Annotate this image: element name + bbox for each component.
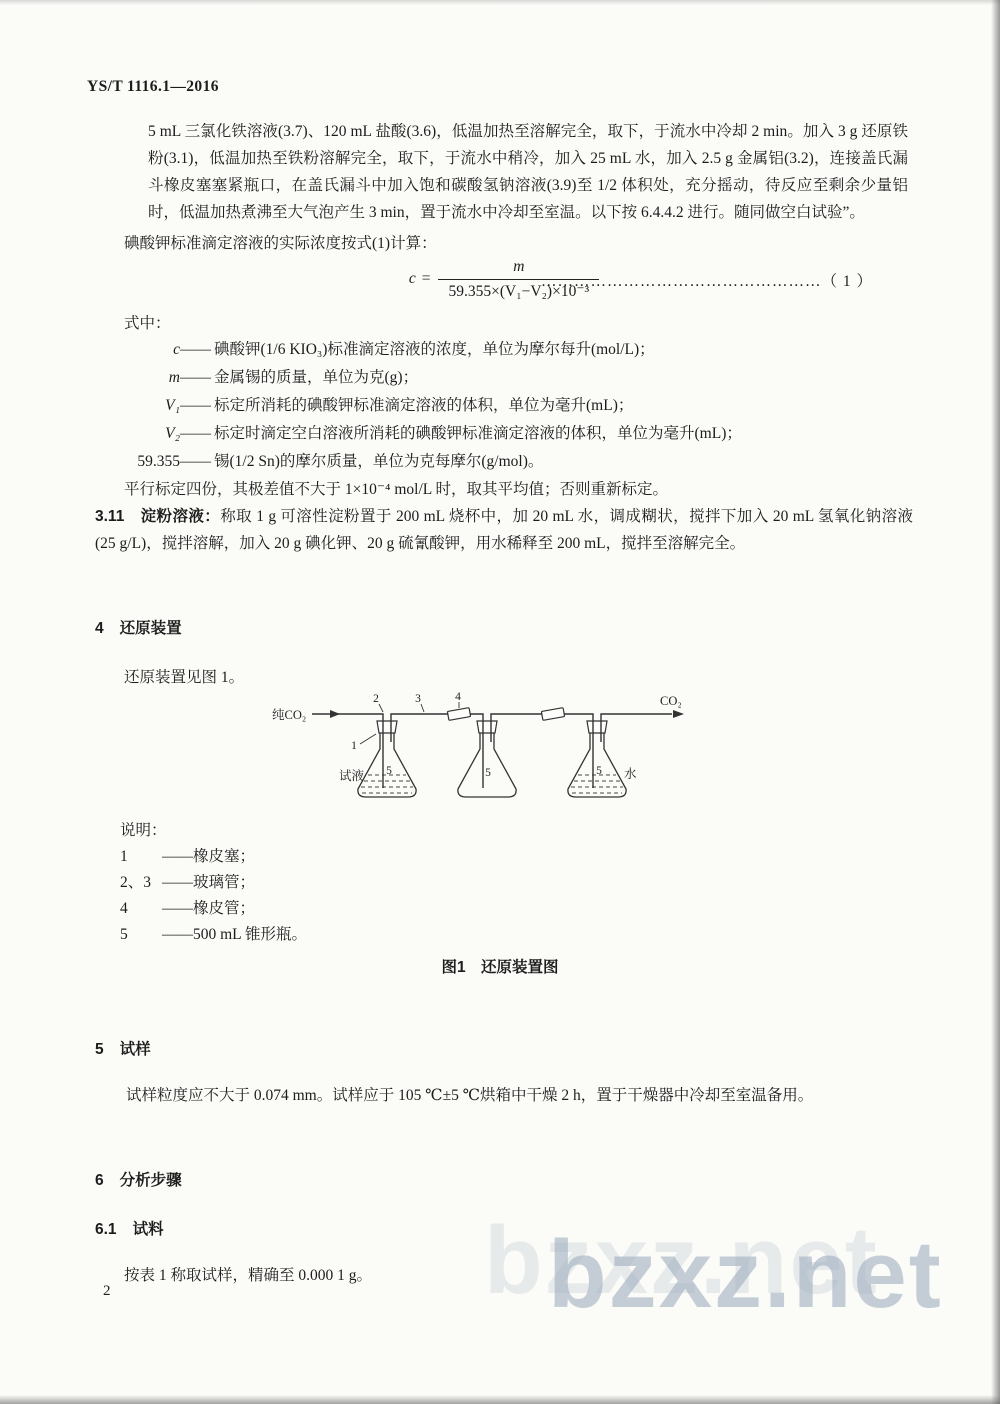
symbol: V₁ <box>165 397 180 414</box>
figure-legend <box>120 818 307 948</box>
flask-number-left: 5 <box>386 765 392 777</box>
legend-key: 5 <box>120 926 128 943</box>
callout-3: 3 <box>415 693 421 705</box>
callout-tick <box>360 734 376 744</box>
formula-equals: = <box>421 270 431 287</box>
legend-item <box>120 922 307 948</box>
definition-row <box>95 448 913 476</box>
sample-liquid <box>361 775 413 793</box>
rubber-stopper-right <box>587 721 607 733</box>
where-label: 式中： <box>124 315 171 332</box>
section-6-heading <box>95 1168 182 1190</box>
definition-text: 碘酸钾(1/6 KIO₃)标准滴定溶液的浓度，单位为摩尔每升(mol/L)； <box>214 341 655 358</box>
water-liquid <box>571 775 623 793</box>
section-title: 试样 <box>119 1041 151 1058</box>
formula-denominator: 59.355×(V₁−V₂)×10⁻³ <box>448 282 590 300</box>
dash: —— <box>180 397 211 414</box>
formula-intro: 碘酸钾标准滴定溶液的实际浓度按式(1)计算： <box>124 235 437 252</box>
scan-edge-right <box>991 0 1000 1404</box>
conical-flask-middle <box>458 730 516 797</box>
legend-key: 4 <box>120 900 128 917</box>
flask-number-right: 5 <box>596 765 602 777</box>
scan-edge-top <box>0 0 1000 5</box>
dash: —— <box>180 341 211 358</box>
symbol: m <box>168 369 180 386</box>
callout-2: 2 <box>373 693 379 705</box>
sample-label: 试液 <box>338 769 364 783</box>
doc-number: YS/T 1116.1—2016 <box>87 78 219 95</box>
formula-numerator: m <box>438 257 599 279</box>
definition-text: 锡(1/2 Sn)的摩尔质量，单位为克每摩尔(g/mol)。 <box>214 453 544 470</box>
legend-desc: ——玻璃管； <box>162 874 256 891</box>
definition-text: 标定时滴定空白溶液所消耗的碘酸钾标准滴定溶液的体积，单位为毫升(mL)； <box>214 425 742 442</box>
paragraph-continuation: 5 mL 三氯化铁溶液(3.7)、120 mL 盐酸(3.6)，低温加热至溶解完全，取下，于流水中冷却 2 min。加入 3 g 还原铁粉(3.1)，低温加热至铁粉溶解完全，取下，于流水中稍冷，加入 25 mL 水，加入 2.5 g 金属铝(3.2)，连接盖氏漏斗橡皮塞塞紧瓶口，在盖氏漏斗中加入饱和碳酸氢钠溶液(3.9)至 1/2 体积处，充分摇动，待反应至剩余少量铝时，低温加热煮沸至大气泡产生 3 min，置于流水中冷却至室温。以下按 6.4.4.2 进行。随同做空白试验”。 <box>148 123 908 221</box>
legend-title: 说明： <box>120 822 167 839</box>
dash: —— <box>180 453 211 470</box>
legend-item <box>120 870 307 896</box>
legend-key: 2、3 <box>120 874 152 891</box>
formula-lhs: c <box>408 270 416 287</box>
definition-row <box>95 336 913 364</box>
rubber-stopper-middle <box>477 721 497 733</box>
callout-tick <box>379 704 383 712</box>
legend-desc: ——橡皮管； <box>162 900 256 917</box>
section-title: 还原装置 <box>119 620 182 637</box>
definitions-list <box>95 336 913 476</box>
legend-desc: ——500 mL 锥形瓶。 <box>162 926 307 943</box>
rubber-stopper-left <box>377 721 397 733</box>
clause-3-11 <box>95 503 913 557</box>
legend-desc: ——橡皮塞； <box>162 848 256 865</box>
section-4-heading <box>95 616 182 638</box>
section-6-1-heading <box>95 1217 164 1239</box>
figure-1-apparatus <box>272 692 712 852</box>
gas-tube-2-3 <box>491 714 593 788</box>
section-number: 6.1 <box>95 1221 117 1238</box>
section-number: 6 <box>95 1172 104 1189</box>
callout-4: 4 <box>455 692 461 703</box>
symbol: 59.355 <box>137 453 180 470</box>
definition-row <box>95 392 913 420</box>
outlet-gas-label: CO₂ <box>660 694 682 708</box>
reduction-apparatus-diagram-icon <box>272 692 702 842</box>
formula-reference-number: ……………………………………………（ 1 ） <box>540 273 873 290</box>
paragraph-section-6-1: 按表 1 称取试样，精确至 0.000 1 g。 <box>124 1267 373 1284</box>
section-number: 5 <box>95 1041 104 1058</box>
dash: —— <box>180 425 211 442</box>
dash: —— <box>180 369 211 386</box>
section-5-heading <box>95 1037 151 1059</box>
inlet-gas-label: 纯CO₂ <box>272 708 307 722</box>
legend-item <box>120 896 307 922</box>
definition-text: 标定所消耗的碘酸钾标准滴定溶液的体积，单位为毫升(mL)； <box>214 397 634 414</box>
legend-key: 1 <box>120 848 128 865</box>
page-number: 2 <box>103 1283 111 1299</box>
paragraph-parallel-note: 平行标定四份，其极差值不大于 1×10⁻⁴ mol/L 时，取其平均值；否则重新标定。 <box>124 481 669 498</box>
water-label: 水 <box>624 767 637 781</box>
definition-text: 金属锡的质量，单位为克(g)； <box>214 369 419 386</box>
callout-1: 1 <box>351 740 357 752</box>
callout-tick <box>421 704 424 712</box>
section-number: 4 <box>95 620 104 637</box>
clause-3-11-text: 称取 1 g 可溶性淀粉置于 200 mL 烧杯中，加 20 mL 水，调成糊状，搅拌下加入 20 mL 氢氧化钠溶液(25 g/L)，搅拌溶解，加入 20 g 碘化钾、20 g 硫氰酸钾，用水稀释至 200 mL，搅拌至溶解完全。 <box>95 508 913 552</box>
scan-edge-bottom <box>0 1395 1000 1404</box>
symbol: c <box>173 341 180 358</box>
inlet-arrow-icon <box>330 710 340 718</box>
rubber-coupling-2-icon <box>541 708 564 721</box>
section-title: 试料 <box>132 1221 164 1238</box>
section-title: 分析步骤 <box>119 1172 182 1189</box>
formula-1 <box>95 255 913 303</box>
gas-outlet-tube <box>601 714 672 742</box>
symbol: V₂ <box>165 425 180 442</box>
paragraph-section-4-intro: 还原装置见图 1。 <box>124 669 245 686</box>
legend-item <box>120 844 307 870</box>
rubber-coupling-1-icon <box>447 708 470 721</box>
watermark: bzxz.net <box>548 1221 943 1328</box>
paragraph-section-5: 试样粒度应不大于 0.074 mm。试样应于 105 ℃±5 ℃烘箱中干燥 2 h，置于干燥器中冷却至室温备用。 <box>126 1087 814 1104</box>
definition-row <box>95 364 913 392</box>
outlet-arrow-icon <box>673 710 684 718</box>
gas-tube-1-2 <box>391 714 483 788</box>
clause-3-11-lead: 3.11 淀粉溶液： <box>95 508 221 525</box>
flask-number-middle: 5 <box>485 767 491 779</box>
definition-row <box>95 420 913 448</box>
conical-flask-right <box>568 730 626 797</box>
figure-1-caption: 图1 还原装置图 <box>441 959 559 976</box>
